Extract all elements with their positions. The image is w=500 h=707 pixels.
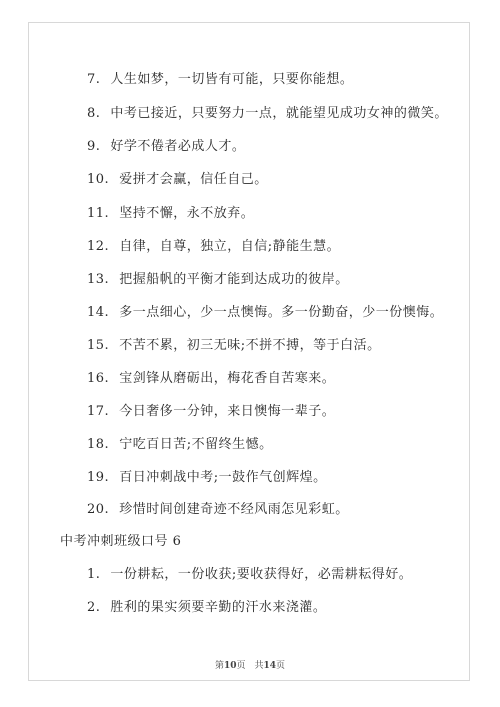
item-text: 今日奢侈一分钟，来日懊悔一辈子。: [119, 404, 336, 419]
item-number: 17.: [87, 404, 110, 419]
item-text: 珍惜时间创建奇迹不经风雨怎见彩虹。: [119, 502, 349, 517]
footer-mid: 页 共: [236, 661, 264, 671]
list-item: [87, 466, 327, 485]
list-item: [87, 235, 340, 254]
item-number: 15.: [87, 338, 110, 353]
item-number: 11.: [87, 206, 110, 221]
page-footer: [0, 658, 500, 671]
list-item: [87, 400, 335, 419]
list-item: [87, 334, 381, 353]
item-text: 爱拼才会赢，信任自己。: [119, 172, 268, 187]
item-text: 宝剑锋从磨砺出，梅花香自苦寒来。: [119, 371, 336, 386]
item-number: 19.: [87, 470, 110, 485]
item-text: 宁吃百日苦;不留终生憾。: [119, 437, 273, 452]
list-item: [87, 301, 443, 320]
item-text: 把握船帆的平衡才能到达成功的彼岸。: [119, 272, 349, 287]
footer-suffix: 页: [276, 661, 286, 671]
item-number: 13.: [87, 272, 110, 287]
item-number: 18.: [87, 437, 110, 452]
item-number: 8.: [87, 106, 101, 121]
item-text: 自律，自尊，独立，自信;静能生慧。: [119, 239, 341, 254]
item-number: 16.: [87, 371, 110, 386]
section-heading: 中考冲刺班级口号 6: [60, 534, 182, 549]
item-text: 好学不倦者必成人才。: [110, 139, 246, 154]
item-text: 中考已接近，只要努力一点，就能望见成功女神的微笑。: [110, 106, 448, 121]
list-item: [87, 202, 254, 221]
list-item: [87, 68, 353, 87]
item-number: 12.: [87, 239, 110, 254]
total-page-number: 14: [263, 661, 277, 671]
item-number: 14.: [87, 305, 110, 320]
item-text: 多一点细心，少一点懊悔。多一份勤奋，少一份懊悔。: [119, 305, 444, 320]
item-number: 1.: [87, 567, 101, 582]
item-number: 9.: [87, 139, 101, 154]
item-text: 百日冲刺战中考;一鼓作气创辉煌。: [119, 470, 327, 485]
list-item: [87, 102, 448, 121]
footer-prefix: 第: [214, 661, 224, 671]
item-text: 不苦不累，初三无味;不拼不搏，等于白活。: [119, 338, 381, 353]
list-item: [87, 268, 349, 287]
list-item: [87, 168, 268, 187]
list-item: [87, 498, 349, 517]
item-text: 坚持不懈，永不放弃。: [119, 206, 255, 221]
list-item: [87, 433, 273, 452]
current-page-number: 10: [223, 661, 237, 671]
list-item: [87, 135, 245, 154]
item-number: 20.: [87, 502, 110, 517]
list-item: [87, 596, 326, 615]
item-text: 一份耕耘，一份收获;要收获得好，必需耕耘得好。: [110, 567, 413, 582]
item-number: 10.: [87, 172, 110, 187]
list-item: [87, 563, 412, 582]
item-text: 胜利的果实须要辛勤的汗水来浇灌。: [110, 600, 327, 615]
item-number: 2.: [87, 600, 101, 615]
item-text: 人生如梦，一切皆有可能，只要你能想。: [110, 72, 354, 87]
item-number: 7.: [87, 72, 101, 87]
list-item: [87, 367, 335, 386]
